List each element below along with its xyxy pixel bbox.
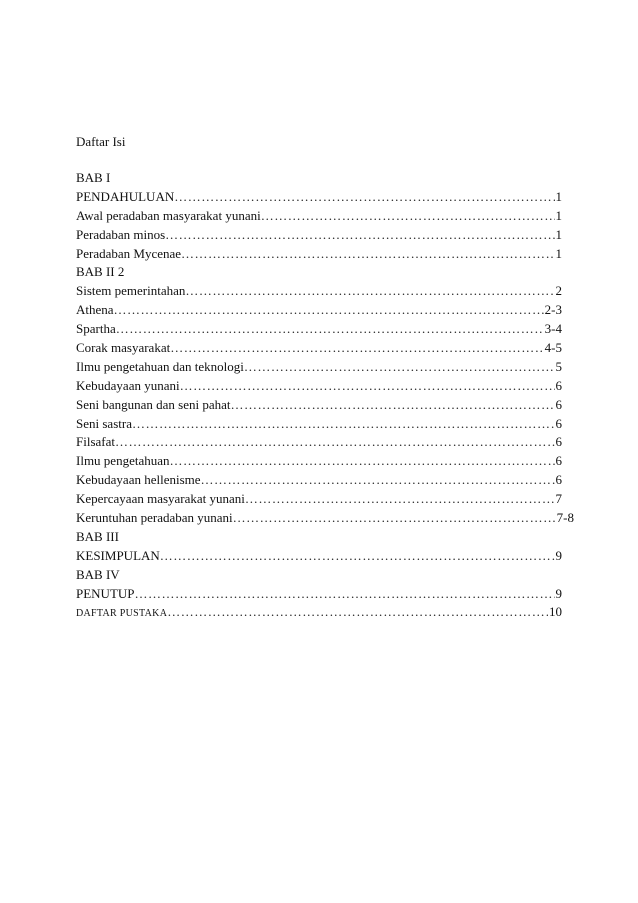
- toc-entry-page: 7-8: [556, 510, 574, 526]
- toc-entry: [76, 433, 562, 452]
- toc-entry-label: DAFTAR PUSTAKA: [76, 608, 168, 620]
- toc-entry-label: PENDAHULUAN: [76, 188, 175, 204]
- toc-entry-label: Awal peradaban masyarakat yunani: [76, 207, 261, 223]
- toc-entry: [76, 301, 562, 320]
- toc-entry: [76, 320, 562, 339]
- toc-entry-label: Athena: [76, 302, 114, 318]
- toc-entry-page: 6: [555, 453, 562, 469]
- toc-entry: [76, 471, 562, 490]
- section-heading: BAB IV: [76, 566, 120, 582]
- toc-entry-page: 1: [555, 245, 562, 261]
- toc-entry-page: 5: [555, 358, 562, 374]
- toc-entry-page: 7: [555, 491, 562, 507]
- toc-entry-label: Sistem pemerintahan: [76, 283, 186, 299]
- toc-entry-page: 9: [555, 585, 562, 601]
- dot-leader: [160, 547, 555, 566]
- toc-entry: [76, 585, 562, 604]
- toc-entry-label: Ilmu pengetahuan: [76, 453, 170, 469]
- toc-title: Daftar Isi: [76, 134, 126, 149]
- toc-entry-label: Kepercayaan masyarakat yunani: [76, 491, 245, 507]
- toc-entry: [76, 245, 562, 264]
- dot-leader: [135, 585, 555, 604]
- toc-entry-page: 3-4: [544, 321, 562, 337]
- dot-leader: [180, 377, 555, 396]
- toc-entry-label: Kebudayaan yunani: [76, 377, 180, 393]
- toc-entry-page: 6: [555, 396, 562, 412]
- dot-leader: [132, 415, 555, 434]
- toc-entry-label: Peradaban minos: [76, 226, 166, 242]
- toc-entry: [76, 188, 562, 207]
- dot-leader: [181, 245, 554, 264]
- toc-entry-label: Keruntuhan peradaban yunani: [76, 510, 233, 526]
- toc-entry: [76, 339, 562, 358]
- toc-entry: [76, 452, 562, 471]
- section-heading: BAB II 2: [76, 264, 125, 280]
- section-heading: BAB III: [76, 528, 119, 544]
- toc-entry-page: 1: [555, 207, 562, 223]
- dot-leader: [201, 471, 555, 490]
- dot-leader: [185, 282, 554, 301]
- toc-entry-page: 6: [555, 434, 562, 450]
- toc-entry: [76, 396, 562, 415]
- toc-entry: [76, 207, 562, 226]
- toc-entry-label: KESIMPULAN: [76, 547, 160, 563]
- toc-entry-label: Filsafat: [76, 434, 115, 450]
- toc-entry-label: Seni bangunan dan seni pahat: [76, 396, 231, 412]
- toc-entry-page: 2: [555, 283, 562, 299]
- dot-leader: [167, 603, 548, 622]
- dot-leader: [174, 188, 554, 207]
- toc-entry: [76, 509, 574, 528]
- toc-entry-label: Corak masyarakat: [76, 340, 171, 356]
- toc-entry: [76, 282, 562, 301]
- toc-entry-label: Kebudayaan hellenisme: [76, 472, 201, 488]
- dot-leader: [231, 396, 555, 415]
- toc-entry-page: 2-3: [544, 302, 562, 318]
- toc-entry-label: Peradaban Mycenae: [76, 245, 182, 261]
- toc-entry: [76, 415, 562, 434]
- dot-leader: [165, 226, 554, 245]
- toc-entry-page: 6: [555, 472, 562, 488]
- toc-entry-page: 6: [555, 377, 562, 393]
- toc-entry-label: Spartha: [76, 321, 116, 337]
- toc-entry: [76, 377, 562, 396]
- toc-entry-label: Ilmu pengetahuan dan teknologi: [76, 358, 244, 374]
- dot-leader: [116, 320, 544, 339]
- toc-entry: [76, 603, 562, 622]
- toc-entry: [76, 547, 562, 566]
- toc-entry-page: 1: [555, 226, 562, 242]
- dot-leader: [245, 490, 555, 509]
- toc-entry-page: 10: [549, 604, 562, 620]
- dot-leader: [233, 509, 556, 528]
- dot-leader: [170, 452, 555, 471]
- dot-leader: [261, 207, 555, 226]
- dot-leader: [114, 301, 544, 320]
- toc-entry-page: 4-5: [544, 340, 562, 356]
- toc-entry: [76, 490, 562, 509]
- toc-entry-page: 1: [555, 188, 562, 204]
- toc-entry-page: 9: [555, 547, 562, 563]
- table-of-contents: [76, 133, 574, 622]
- toc-entry: [76, 358, 562, 377]
- dot-leader: [244, 358, 555, 377]
- dot-leader: [115, 433, 555, 452]
- toc-entry-label: PENUTUP: [76, 585, 135, 601]
- toc-entry-page: 6: [555, 415, 562, 431]
- toc-entry: [76, 226, 562, 245]
- section-heading: BAB I: [76, 170, 111, 185]
- toc-entry-label: Seni sastra: [76, 415, 132, 431]
- dot-leader: [170, 339, 543, 358]
